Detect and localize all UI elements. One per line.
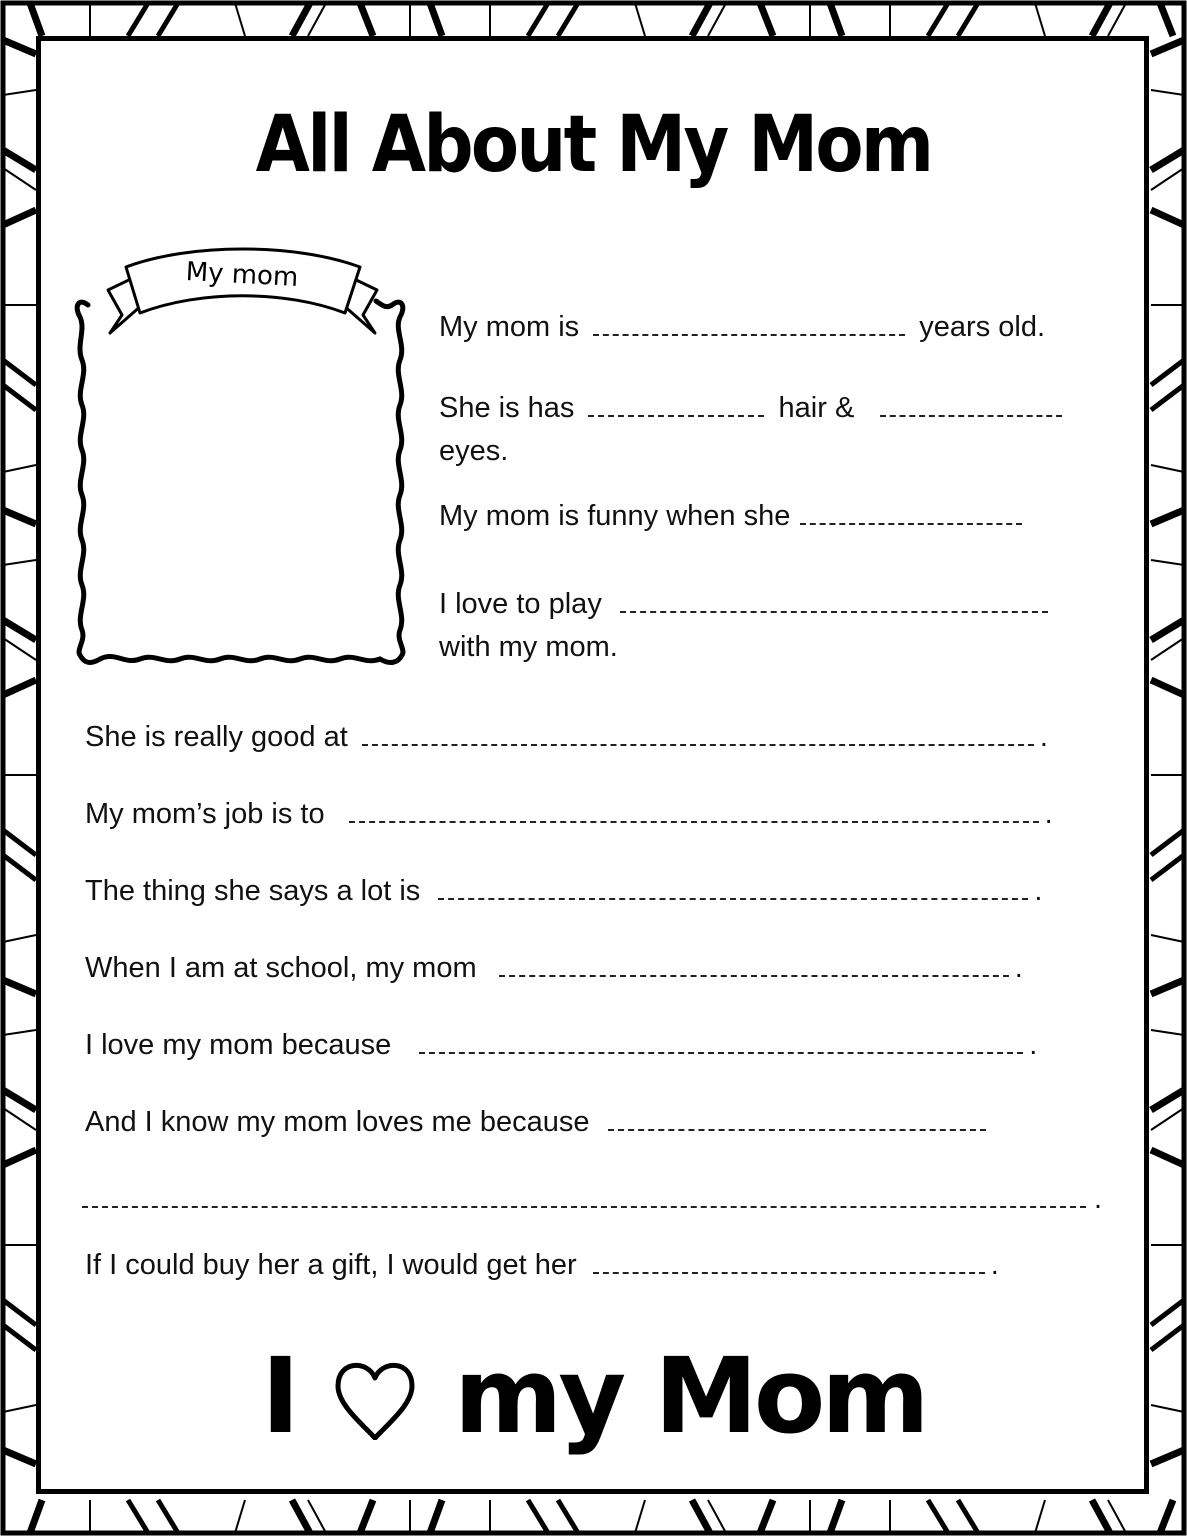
answer-blank-at-school[interactable]	[499, 975, 1009, 977]
prompt-love-because: I love my mom because .	[85, 1029, 1038, 1061]
heart-outline-icon	[332, 1343, 418, 1465]
footer-slogan: I my Mom	[0, 1335, 1187, 1465]
prompt-hair-eyes: She is has hair &	[439, 394, 1068, 423]
prompt-age: My mom is years old.	[439, 311, 1046, 343]
answer-blank-age[interactable]	[593, 334, 905, 336]
answer-blank-hair[interactable]	[588, 415, 764, 417]
prompt-job: My mom’s job is to .	[85, 798, 1053, 830]
prompt-play-line2: with my mom.	[439, 631, 618, 663]
prompt-loves-me-because: And I know my mom loves me because	[85, 1108, 992, 1137]
wavy-frame-outline	[77, 301, 403, 662]
prompt-gift: If I could buy her a gift, I would get her .	[85, 1249, 999, 1281]
page-title: All About My Mom	[255, 100, 932, 190]
answer-blank-eyes[interactable]	[880, 415, 1062, 417]
prompt-funny: My mom is funny when she	[439, 502, 1028, 531]
answer-blank-play[interactable]	[620, 611, 1048, 613]
banner-label: My mom	[184, 257, 300, 293]
answer-blank-loves-me-because[interactable]	[608, 1129, 986, 1131]
prompt-play: I love to play	[439, 590, 1054, 619]
answer-blank-gift[interactable]	[593, 1272, 985, 1274]
answer-blank-funny[interactable]	[800, 523, 1022, 525]
photo-frame[interactable]	[70, 245, 415, 675]
prompt-good-at: She is really good at .	[85, 721, 1048, 753]
answer-blank-says-a-lot[interactable]	[438, 898, 1028, 900]
answer-blank-loves-me-because-line2[interactable]	[82, 1206, 1086, 1208]
answer-blank-job[interactable]	[349, 821, 1039, 823]
answer-blank-good-at[interactable]	[362, 744, 1034, 746]
prompt-at-school: When I am at school, my mom .	[85, 952, 1023, 984]
answer-blank-love-because[interactable]	[419, 1052, 1023, 1054]
prompt-hair-eyes-line2: eyes.	[439, 435, 509, 467]
prompt-loves-me-because-continuation: .	[82, 1185, 1102, 1214]
prompt-says-a-lot: The thing she says a lot is .	[85, 875, 1043, 907]
